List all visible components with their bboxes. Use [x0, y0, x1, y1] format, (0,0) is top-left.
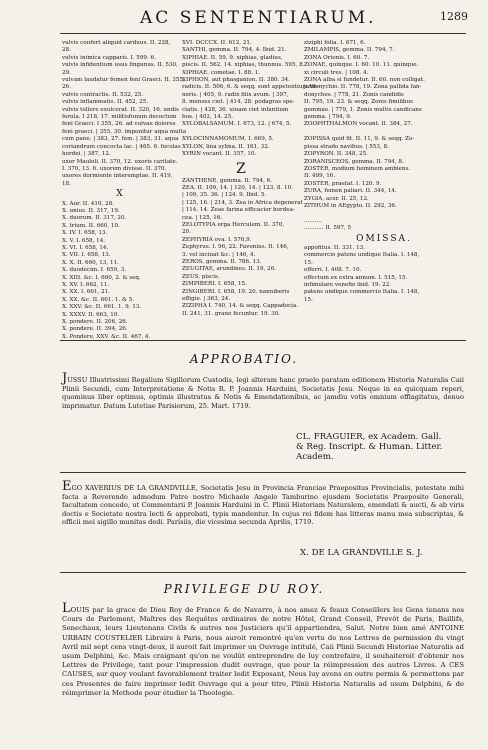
index-entry: vulvis contractis. II. 532, 25.: [62, 91, 144, 98]
index-entry: 8. menses ciet. | 414, 28. podagras spe-: [182, 99, 295, 106]
index-entry: XANTHI, gemma. II. 794, 4. Ibid. 21.: [182, 47, 287, 54]
index-entry: XIPHIAE. cometae. I. 88. 1.: [182, 69, 261, 76]
index-entry: gemmae. | 779, 1. Zonis multis candicans: [304, 106, 422, 113]
index-entry: X. XIII. &c. I. 660, 2. & seq.: [62, 274, 141, 281]
index-entry: X. trium. II. 660, 10.: [62, 222, 120, 229]
index-entry: ZONAE, quinque. I. 60. 10. 11. quinque.: [304, 62, 419, 69]
section-rule-2: [60, 472, 466, 473]
index-entry: ZEPHYRIA ova. I. 576,9.: [182, 236, 252, 243]
index-entry: 15.: [304, 259, 313, 266]
index-entry: infimulare venefio ibid. 19. 22.: [304, 282, 392, 288]
index-entry: ZORANISCEOS, gemma. II. 794, 8.: [304, 158, 404, 165]
approbatio-body: USSU Illustrissimi Regalium Sigillorum Custodis, legi alteram hanc praelo paratam editionem Historia Naturalis Caii Plinii Secundi, cum Interpretatione & Notis R. P. Joannis Harduini, Societatis Jesu. Neque in ea quicquam reperi, quominus liber optimus, optimis illustratus & Notis & Emendationibus, ac jamdiu votis omnium efflagitatus, denuo imprimatur. Datum Lutetiae Parisiorum, 25. Mart. 1719.: [62, 376, 464, 410]
index-entry: X. XXXV. II. 663, 10.: [62, 311, 120, 318]
index-entry: X. XX. &c. II. 661. 1. & 5.: [62, 296, 135, 303]
index-entry: ZIZIPHA I. 740, 14. & seqq. Cappadocia.: [182, 303, 299, 310]
index-entry: xi circuli tres. | 108. 4.: [304, 69, 369, 76]
index-entry: vulvis inflammatis. II. 452, 25.: [62, 99, 149, 106]
index-entry: feni graeci. | 355, 30. imponitur aqua multa: [62, 128, 187, 135]
running-title: AC SENTENTIARUM.: [140, 8, 377, 28]
approbatio-title: APPROBATIO.: [189, 352, 299, 366]
omissa-heading: OMISSA.: [356, 233, 412, 244]
permission-text: [62, 479, 464, 527]
index-entry: ZEROS, gemma. II. 786. 13.: [182, 258, 262, 265]
header-rule: [60, 33, 466, 34]
index-entry: X. duorum. II. 317, 20.: [62, 215, 127, 222]
index-entry: jardonychio. II. 778, 19. Zona pallida fan-: [304, 84, 422, 91]
index-entry: ZOOPHTHALMON vocant. II. 384, 27.: [304, 121, 413, 128]
index-entry: X. Pondere, XXV. &c. II. 467, 4.: [62, 333, 151, 340]
index-entry: ZOSTER, modium hominem ambiens.: [304, 165, 411, 172]
index-entry: ZONA Orionis. I. 60. 7.: [304, 54, 370, 61]
permission-body: GO XAVERIUS DE LA GRANDVILLE, Societatis Jesu in Provincia Franciae Praepositus Provincialis, potestate mihi facta a Reverendo admodum Patre nostro Michaele Angelo Tamburino ejusdem Societatis Praeposito Generali, facultatem concedo, ut Commentarii P. Joannis Harduini in C. Plinii Historiam Naturalem, emendati & aucti, & ab viris doctis e Societate nostra lecti & approbati, typis mandentur. In cujus rei fidem has litteras manu mea subscriptas, & officii mei sigillo munitas dedi. Parisiis, die vicesima secunda Aprilis, 1719.: [62, 484, 464, 527]
index-entry: XYLON, lina sylina. II. 161, 32.: [182, 143, 270, 150]
index-entry: ZITHUM in AEgypto. II. 292, 36.: [304, 202, 397, 209]
index-entry: ZELOTYPIA erga Herculem. II. 370,: [182, 221, 285, 228]
index-letter-z: Z: [236, 160, 246, 177]
permission-signature: X. DE LA GRANDVILLE S. J.: [300, 548, 423, 558]
index-entry: [304, 129, 464, 136]
index-entry: gemma. | 794, 9.: [304, 114, 352, 121]
index-entry: vulvis inimica capparis. I. 599. 6.: [62, 54, 156, 61]
index-entry: ZONA alba si fundetur. II. 60. non colligat.: [304, 77, 425, 84]
index-entry: X. unius. II. 317, 19.: [62, 207, 120, 214]
index-entry: neris. | 405, 9. radix filix avum. | 397,: [182, 91, 289, 98]
index-entry: ZEUS, piscis.: [182, 273, 220, 280]
column-3-entries-bottom: [304, 245, 464, 304]
index-column-3: [304, 40, 464, 304]
section-rule-3: [60, 572, 466, 573]
index-entry: 20.: [182, 229, 191, 236]
index-entry: Zephyrus. I. 96, 22. Favonius. II. 146,: [182, 244, 289, 251]
index-entry: I. 370, 13. 6. uxorem divisse. II. 370.: [62, 165, 167, 172]
index-entry: | 114. 14. Zeae farina efficacior hordea-: [182, 207, 295, 214]
index-entry: patens undique commercio Italia. I. 148,: [304, 289, 420, 296]
index-entry: ZMILAMPIS, gemma. II. 794, 7.: [304, 47, 395, 54]
index-entry: II. 499, 16.: [304, 173, 336, 180]
index-entry: effigie. | 363, 24.: [182, 296, 231, 302]
index-entry: X. Aur. II. 410, 28.: [62, 200, 114, 207]
index-entry: 3. vel incinat &c. | 146, 4.: [182, 251, 256, 258]
index-entry: ZANTHENE, gemma. II. 794, 6.: [182, 177, 272, 184]
index-entry: XIPHION, aut phasganion. II. 380. 34.: [182, 77, 291, 84]
index-entry: 29.: [62, 69, 71, 76]
approbatio-text: [62, 371, 464, 410]
index-entry: ZOPISSA quid fit. II. 11, 9. & seqq. Zo-: [304, 136, 415, 143]
index-entry: ZOSTER, praefat. I. 120. 9.: [304, 180, 382, 187]
index-entry: ZEA. II. 109, 14. | 120, 14. | 123, 8. 10.: [182, 184, 293, 191]
index-entry: X. X. II. 660, 13, 11.: [62, 259, 119, 266]
index-entry: commercio patens undique Italia. I. 148,: [304, 252, 420, 259]
index-entry: | 109, 35. 36. | 124. 9. Ibid. 5.: [182, 192, 267, 199]
index-entry: ZIMPIBERI. I. 658, 15.: [182, 281, 247, 288]
index-entry: 26.: [62, 84, 71, 91]
index-entry: 18.: [62, 180, 71, 187]
index-entry: piscis. II. 562, 14. xiphias, thunnus. 595, 8.: [182, 62, 305, 69]
permission-initial: E: [62, 479, 72, 494]
index-entry: ........... II. 597, 5: [304, 225, 352, 232]
index-entry: X. VII. I. 658, 13.: [62, 252, 111, 259]
page-header: [60, 8, 468, 30]
index-entry: 28.: [62, 47, 71, 54]
page-number: 1289: [440, 10, 468, 23]
approbatio-initial: J: [62, 371, 68, 386]
index-entry: coriandrum concocta lac. | 465. 6. fecolas: [62, 143, 181, 150]
index-entry: vulvis confert aliquid carduus. II. 228,: [62, 40, 171, 46]
privilege-body: OUIS par la grace de Dieu Roy de France & de Navarre, à nos amez & feaux Conseillers les Gens tenans nos Cours de Parlement, Maîtres des Requêtes ordinaires de notre Hôtel, Grand Conseil, Prevôt de Paris, Baillifs, Senechaux, leurs Lieutenans Civils & autres nos Justiciers qu'il appartiendra, Salut. Notre bien amé ANTOINE URBAIN COUSTELIER Libraire à Paris, nous auroit remontré qu'en vertu de nos Lettres de permission du vingt Avril mil sept cens vingt-deux, il auroit fait imprimer un Ouvrage intitulé, Caii Plinii Secundi Historiae Naturalis ad usum Delphini, &c. Mais craignant qu'on ne voulût entreprendre de luy contrefaire, il souhaiteroit d'obtenir nos Lettres de Privilege, tant pour l'impression dudit ouvrage, que pour la réimpression des autres Livres. A CES CAUSES, sur quoy voulant favorablement traiter ledit Exposant, Nous luy avons en outre permis & permettons par ces Presentes de faire imprimer ledit Ouvrage qui a pour titre, Plinii Historia Naturalis ad usum Delphini, & de réimprimer la Methode pour étudier la Theologie.: [62, 606, 464, 697]
index-entry: X. pondere. II. 394, 26.: [62, 326, 128, 333]
index-entry: X. duodecim. I. 659, 3.: [62, 267, 127, 274]
index-entry: X. XV. I. 662, 11.: [62, 282, 110, 288]
index-entry: 15.: [304, 296, 313, 303]
index-entry: vulvam laudatur femen feni Graeci. II. 355,: [62, 77, 185, 84]
index-entry: ziziphi folia. I. 671, 6.: [304, 40, 366, 46]
index-entry: X. IV. I. 658, 13.: [62, 230, 108, 237]
signature-line-3: Academ.: [296, 452, 334, 462]
index-entry: uxores dormiente interemptae. II. 419,: [62, 173, 173, 180]
index-entry: ZURA, femen paliari. II. 344, 14.: [304, 188, 397, 195]
index-entry: X. pondere. II. 206, 26.: [62, 319, 128, 326]
column-1-entries-top: [62, 40, 187, 188]
index-entry: vulvis tollere exulcerat. II. 320, 16. undis: [62, 106, 179, 113]
index-entry: ZEUGITAE, arundines. II. 19, 26.: [182, 266, 276, 273]
index-entry: appofitus. II. 331. 13.: [304, 244, 365, 251]
privilege-title: PRIVILEGE DU ROY.: [163, 582, 325, 596]
index-entry: bus. | 402, 14. 25.: [182, 114, 234, 121]
signature-line-2: & Reg. Inscript. & Human. Litter.: [296, 442, 443, 452]
index-entry: ..........: [304, 217, 322, 224]
index-entry: donyches. | 778, 21. Zonis candidis: [304, 91, 404, 98]
section-rule-1: [60, 340, 466, 341]
index-entry: ciatis. | 428, 36. uinam ciet infantium: [182, 106, 289, 113]
index-entry: XYLOBALSAMUM. I. 673, 12. | 674, 5.: [182, 121, 292, 128]
index-entry: ferula. I 218, 17. militisfunum decoctum: [62, 114, 177, 121]
index-entry: [182, 129, 300, 136]
index-column-2: [182, 40, 319, 318]
index-entry: XVI. DCCCX. II. 612, 21.: [182, 40, 252, 46]
index-entry: uxor Mauloli. II. 370, 12. uxoris caritate.: [62, 158, 178, 165]
column-3-entries-top: [304, 40, 464, 233]
index-entry: X. XXV. &c. II. 661. 1. 9. 13.: [62, 304, 142, 311]
index-entry: radicis. II. 506, 6. & seqq. sunt appetentium Ve-: [182, 84, 319, 91]
index-entry: cum pane. | 383, 27. fem. | 383, 31. aqua: [62, 136, 179, 143]
column-2-entries-bottom: [182, 177, 303, 319]
column-2-entries-top: [182, 40, 319, 159]
index-entry: II. 795, 19. 23. & seqq. Zonis fimilibus: [304, 99, 413, 106]
privilege-text: [62, 601, 464, 698]
index-entry: feni Graeci. I 355, 26. ad vulvae dolores: [62, 121, 176, 128]
index-letter-x: X: [116, 189, 123, 200]
column-1-entries-bottom: [62, 201, 177, 342]
signature-line-1: CL. FRAGUIER, ex Academ. Gall.: [296, 432, 442, 442]
index-entry: X. XX. I. 661, 21.: [62, 289, 110, 296]
index-entry: II. 241, 31. grano fecuntur. 19. 30.: [182, 310, 280, 317]
index-entry: cea. | 125, 16.: [182, 214, 223, 221]
index-entry: X. VI. I. 658, 14.: [62, 244, 109, 251]
index-entry: ZOPYRON. II. 348, 25.: [304, 151, 368, 158]
approbatio-signature: [296, 432, 442, 462]
index-entry: vulvis infidentium usus fingunus. II. 530,: [62, 62, 178, 69]
index-entry: ZINGIBERI. I. 658, 19. 20. nanniberis: [182, 288, 290, 295]
index-entry: pissa strado navibus. | 553, 8.: [304, 143, 389, 150]
index-entry: efferri. I. 408. 7. 10.: [304, 267, 362, 274]
index-entry: ZYGIA, acer. II. 25, 12.: [304, 195, 369, 202]
index-entry: XYLOCINNAMOMUM. I. 669, 5.: [182, 136, 274, 143]
index-entry: [304, 210, 464, 217]
index-entry: XIPHIAE. II. 59, 9. xiphias, gladius,: [182, 54, 283, 61]
index-entry: X. V. I. 658, 14.: [62, 237, 106, 244]
index-entry: XYRIN vocant. II. 357, 10.: [182, 151, 257, 158]
index-entry: | 125, 16. | 214, 3. Zea in Africa degenerat: [182, 199, 303, 206]
privilege-initial: L: [62, 601, 71, 616]
index-entry: hordei. | 387, 12.: [62, 151, 111, 158]
index-entry: effectum ex extra annum. I. 515, 15.: [304, 274, 408, 281]
index-column-1: [62, 40, 187, 341]
